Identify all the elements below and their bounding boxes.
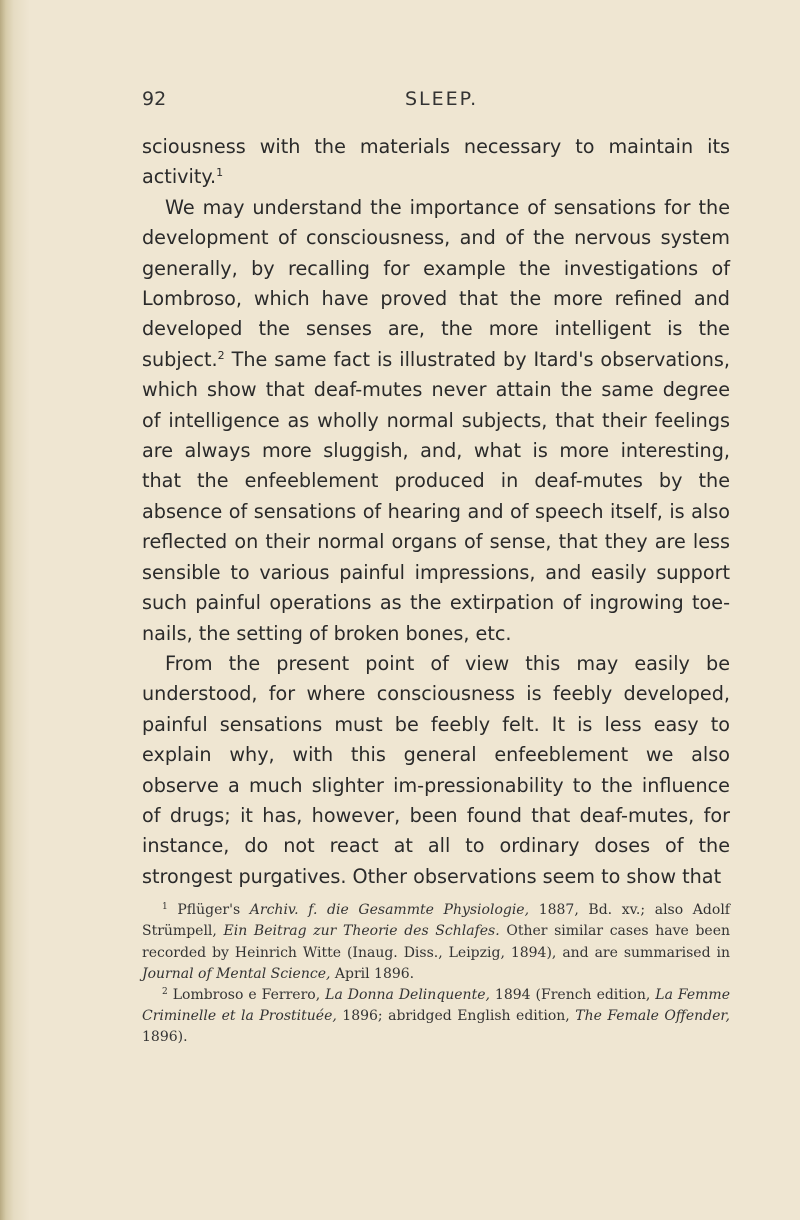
footnote-title: La Femme Criminelle et la Prostituée,	[142, 986, 730, 1025]
footnote-title: Ein Beitrag zur Theorie des Schlafes.	[223, 923, 500, 940]
footnote-text: April 1896.	[330, 965, 415, 982]
footnote-text: Other similar cases have been recorded by Heinrich Witte (Inaug. Diss., Leipzig, 1894), and are summarised in	[142, 923, 731, 961]
footnote-text: Pflüger's	[167, 902, 250, 919]
footnote	[142, 985, 730, 1049]
footnote-text: 1887, Bd. xv.; also Adolf Strümpell,	[142, 902, 730, 940]
book-page	[142, 88, 730, 1049]
footnote-text: 1896).	[142, 1029, 188, 1046]
paragraph: From the present point of view this may easily be understood, for where consciousness is feebly developed, painful sensations must be feebly felt. It is less easy to explain why, with this general enfeeblement we also observe a much slighter im-pressionability to the influence of drugs; it has, however, been found that deaf-mutes, for instance, do not react at all to ordinary doses of the strongest purgatives. Other observations seem to show that	[142, 651, 730, 888]
paragraph	[142, 193, 730, 649]
footnote-text: 1894 (French edition,	[489, 986, 656, 1003]
footnote-title: Archiv. f. die Gesammte Physiologie,	[249, 902, 530, 919]
body-text	[142, 132, 730, 892]
footnote	[142, 900, 730, 985]
paragraph-text: sciousness with the materials necessary to maintain its activity.	[142, 135, 730, 189]
footnote-title: Journal of Mental Science,	[142, 965, 331, 982]
page-number: 92	[142, 88, 167, 110]
footnote-mark: 2	[162, 986, 168, 997]
paragraph-text: We may understand the importance of sensations for the development of consciousness, and of the nervous system generally, by recalling for example the investigations of Lombroso, which have proved that the more refined and developed the senses are, the more intelligent is the subject.	[142, 195, 730, 371]
footnote-text: Lombroso e Ferrero,	[167, 986, 326, 1003]
page-header	[142, 88, 730, 118]
page-binding-edge	[0, 0, 30, 1220]
footnotes	[142, 900, 730, 1048]
footnote-text: 1896; abridged English edition,	[336, 1008, 576, 1025]
footnote-title: La Donna Delinquente,	[325, 986, 490, 1003]
running-head: SLEEP.	[405, 88, 479, 110]
paragraph	[142, 132, 730, 193]
footnote-mark: 1	[162, 902, 168, 913]
footnote-title: The Female Offender,	[575, 1008, 730, 1025]
footnote-reference: 2	[217, 348, 225, 362]
paragraph-text: The same fact is illustrated by Itard's observations, which show that deaf-mutes never attain the same degree of intelligence as wholly normal subjects, that their feelings are always more sluggish, and, what is more interesting, that the enfeeblement produced in deaf-mutes by the absence of sensations of hearing and of speech itself, is also reflected on their normal organs of sense, that they are less sensible to various painful impressions, and easily support such painful operations as the extirpation of ingrowing toe-nails, the setting of broken bones, etc.	[142, 347, 730, 645]
footnote-reference: 1	[216, 166, 224, 180]
